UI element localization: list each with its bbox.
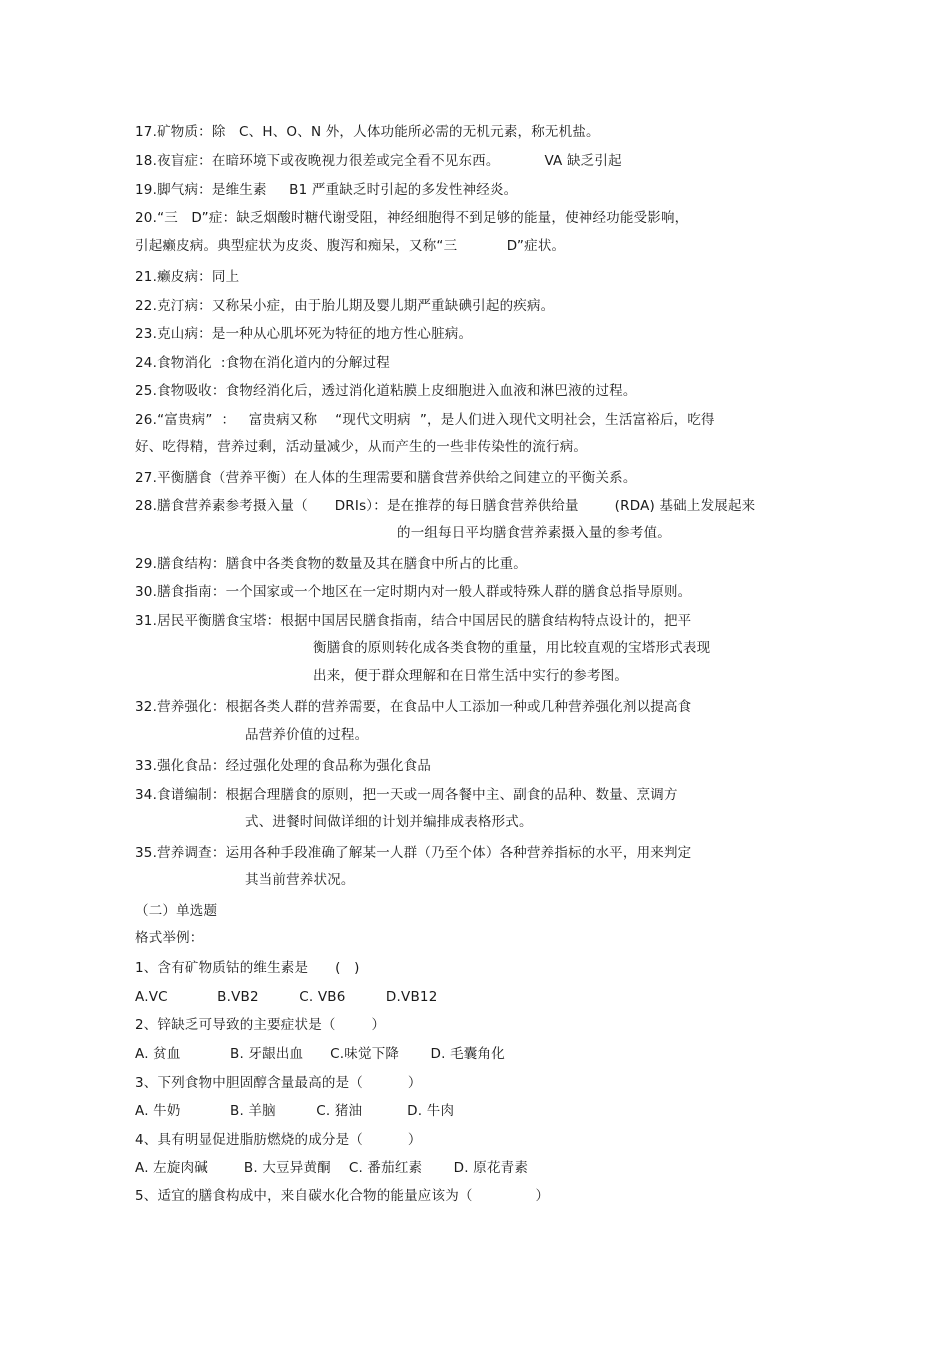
section-heading: （二）单选题: [135, 903, 218, 919]
question-1-options: A.VC B.VB2 C. VB6 D.VB12: [135, 989, 438, 1005]
question-3: 3、下列食物中胆固醇含量最高的是（ ）: [135, 1075, 422, 1091]
question-4: 4、具有明显促进脂肪燃烧的成分是（ ）: [135, 1132, 422, 1148]
definition-29: 29.膳食结构：膳食中各类食物的数量及其在膳食中所占的比重。: [135, 556, 527, 572]
question-1: 1、含有矿物质钴的维生素是 ( ): [135, 960, 360, 976]
definition-20-continued: 引起癞皮病。典型症状为皮炎、腹泻和痴呆，又称“三 D”症状。: [135, 238, 566, 254]
definition-28: 28.膳食营养素参考摄入量（ DRIs）：是在推荐的每日膳食营养供给量 (RDA) 基础上发展起来: [135, 498, 756, 514]
definition-35-continued: 其当前营养状况。: [245, 872, 355, 888]
definition-33: 33.强化食品：经过强化处理的食品称为强化食品: [135, 758, 432, 774]
definition-28-continued: 的一组每日平均膳食营养素摄入量的参考值。: [397, 525, 671, 541]
definition-32: 32.营养强化：根据各类人群的营养需要，在食品中人工添加一种或几种营养强化剂以提高食: [135, 699, 692, 715]
definition-26: 26.“富贵病” ： 富贵病又称 “现代文明病 ”，是人们进入现代文明社会，生活富裕后，吃得: [135, 412, 715, 428]
definition-26-continued: 好、吃得精，营养过剩，活动量减少，从而产生的一些非传染性的流行病。: [135, 439, 588, 455]
definition-30: 30.膳食指南：一个国家或一个地区在一定时期内对一般人群或特殊人群的膳食总指导原则。: [135, 584, 692, 600]
definition-24: 24.食物消化 :食物在消化道内的分解过程: [135, 355, 390, 371]
definition-22: 22.克汀病：又称呆小症，由于胎儿期及婴儿期严重缺碘引起的疾病。: [135, 298, 555, 314]
question-2-options: A. 贫血 B. 牙龈出血 C.味觉下降 D. 毛囊角化: [135, 1046, 505, 1062]
question-2: 2、锌缺乏可导致的主要症状是（ ）: [135, 1017, 386, 1033]
question-5: 5、适宜的膳食构成中，来自碳水化合物的能量应该为（ ）: [135, 1188, 550, 1204]
format-label: 格式举例：: [135, 930, 204, 946]
question-3-options: A. 牛奶 B. 羊脑 C. 猪油 D. 牛肉: [135, 1103, 455, 1119]
definition-31: 31.居民平衡膳食宝塔：根据中国居民膳食指南，结合中国居民的膳食结构特点设计的，把平: [135, 613, 692, 629]
definition-27: 27.平衡膳食（营养平衡）在人体的生理需要和膳食营养供给之间建立的平衡关系。: [135, 470, 637, 486]
definition-17: 17.矿物质：除 C、H、O、N 外，人体功能所必需的无机元素，称无机盐。: [135, 124, 600, 140]
definition-32-continued: 品营养价值的过程。: [245, 727, 369, 743]
definition-23: 23.克山病：是一种从心肌坏死为特征的地方性心脏病。: [135, 326, 473, 342]
definition-21: 21.癞皮病：同上: [135, 269, 240, 285]
definition-31-continued-2: 出来，便于群众理解和在日常生活中实行的参考图。: [313, 668, 629, 684]
definition-25: 25.食物吸收：食物经消化后，透过消化道粘膜上皮细胞进入血液和淋巴液的过程。: [135, 383, 637, 399]
definition-19: 19.脚气病：是维生素 B1 严重缺乏时引起的多发性神经炎。: [135, 182, 518, 198]
definition-35: 35.营养调查：运用各种手段准确了解某一人群（乃至个体）各种营养指标的水平，用来判定: [135, 845, 692, 861]
definition-18: 18.夜盲症：在暗环境下或夜晚视力很差或完全看不见东西。 VA 缺乏引起: [135, 153, 622, 169]
definition-34: 34.食谱编制：根据合理膳食的原则，把一天或一周各餐中主、副食的品种、数量、烹调方: [135, 787, 678, 803]
definition-31-continued-1: 衡膳食的原则转化成各类食物的重量，用比较直观的宝塔形式表现: [313, 640, 711, 656]
definition-34-continued: 式、进餐时间做详细的计划并编排成表格形式。: [245, 814, 533, 830]
question-4-options: A. 左旋肉碱 B. 大豆异黄酮 C. 番茄红素 D. 原花青素: [135, 1160, 529, 1176]
definition-20: 20.“三 D”症：缺乏烟酸时糖代谢受阻，神经细胞得不到足够的能量，使神经功能受影响，: [135, 210, 689, 226]
